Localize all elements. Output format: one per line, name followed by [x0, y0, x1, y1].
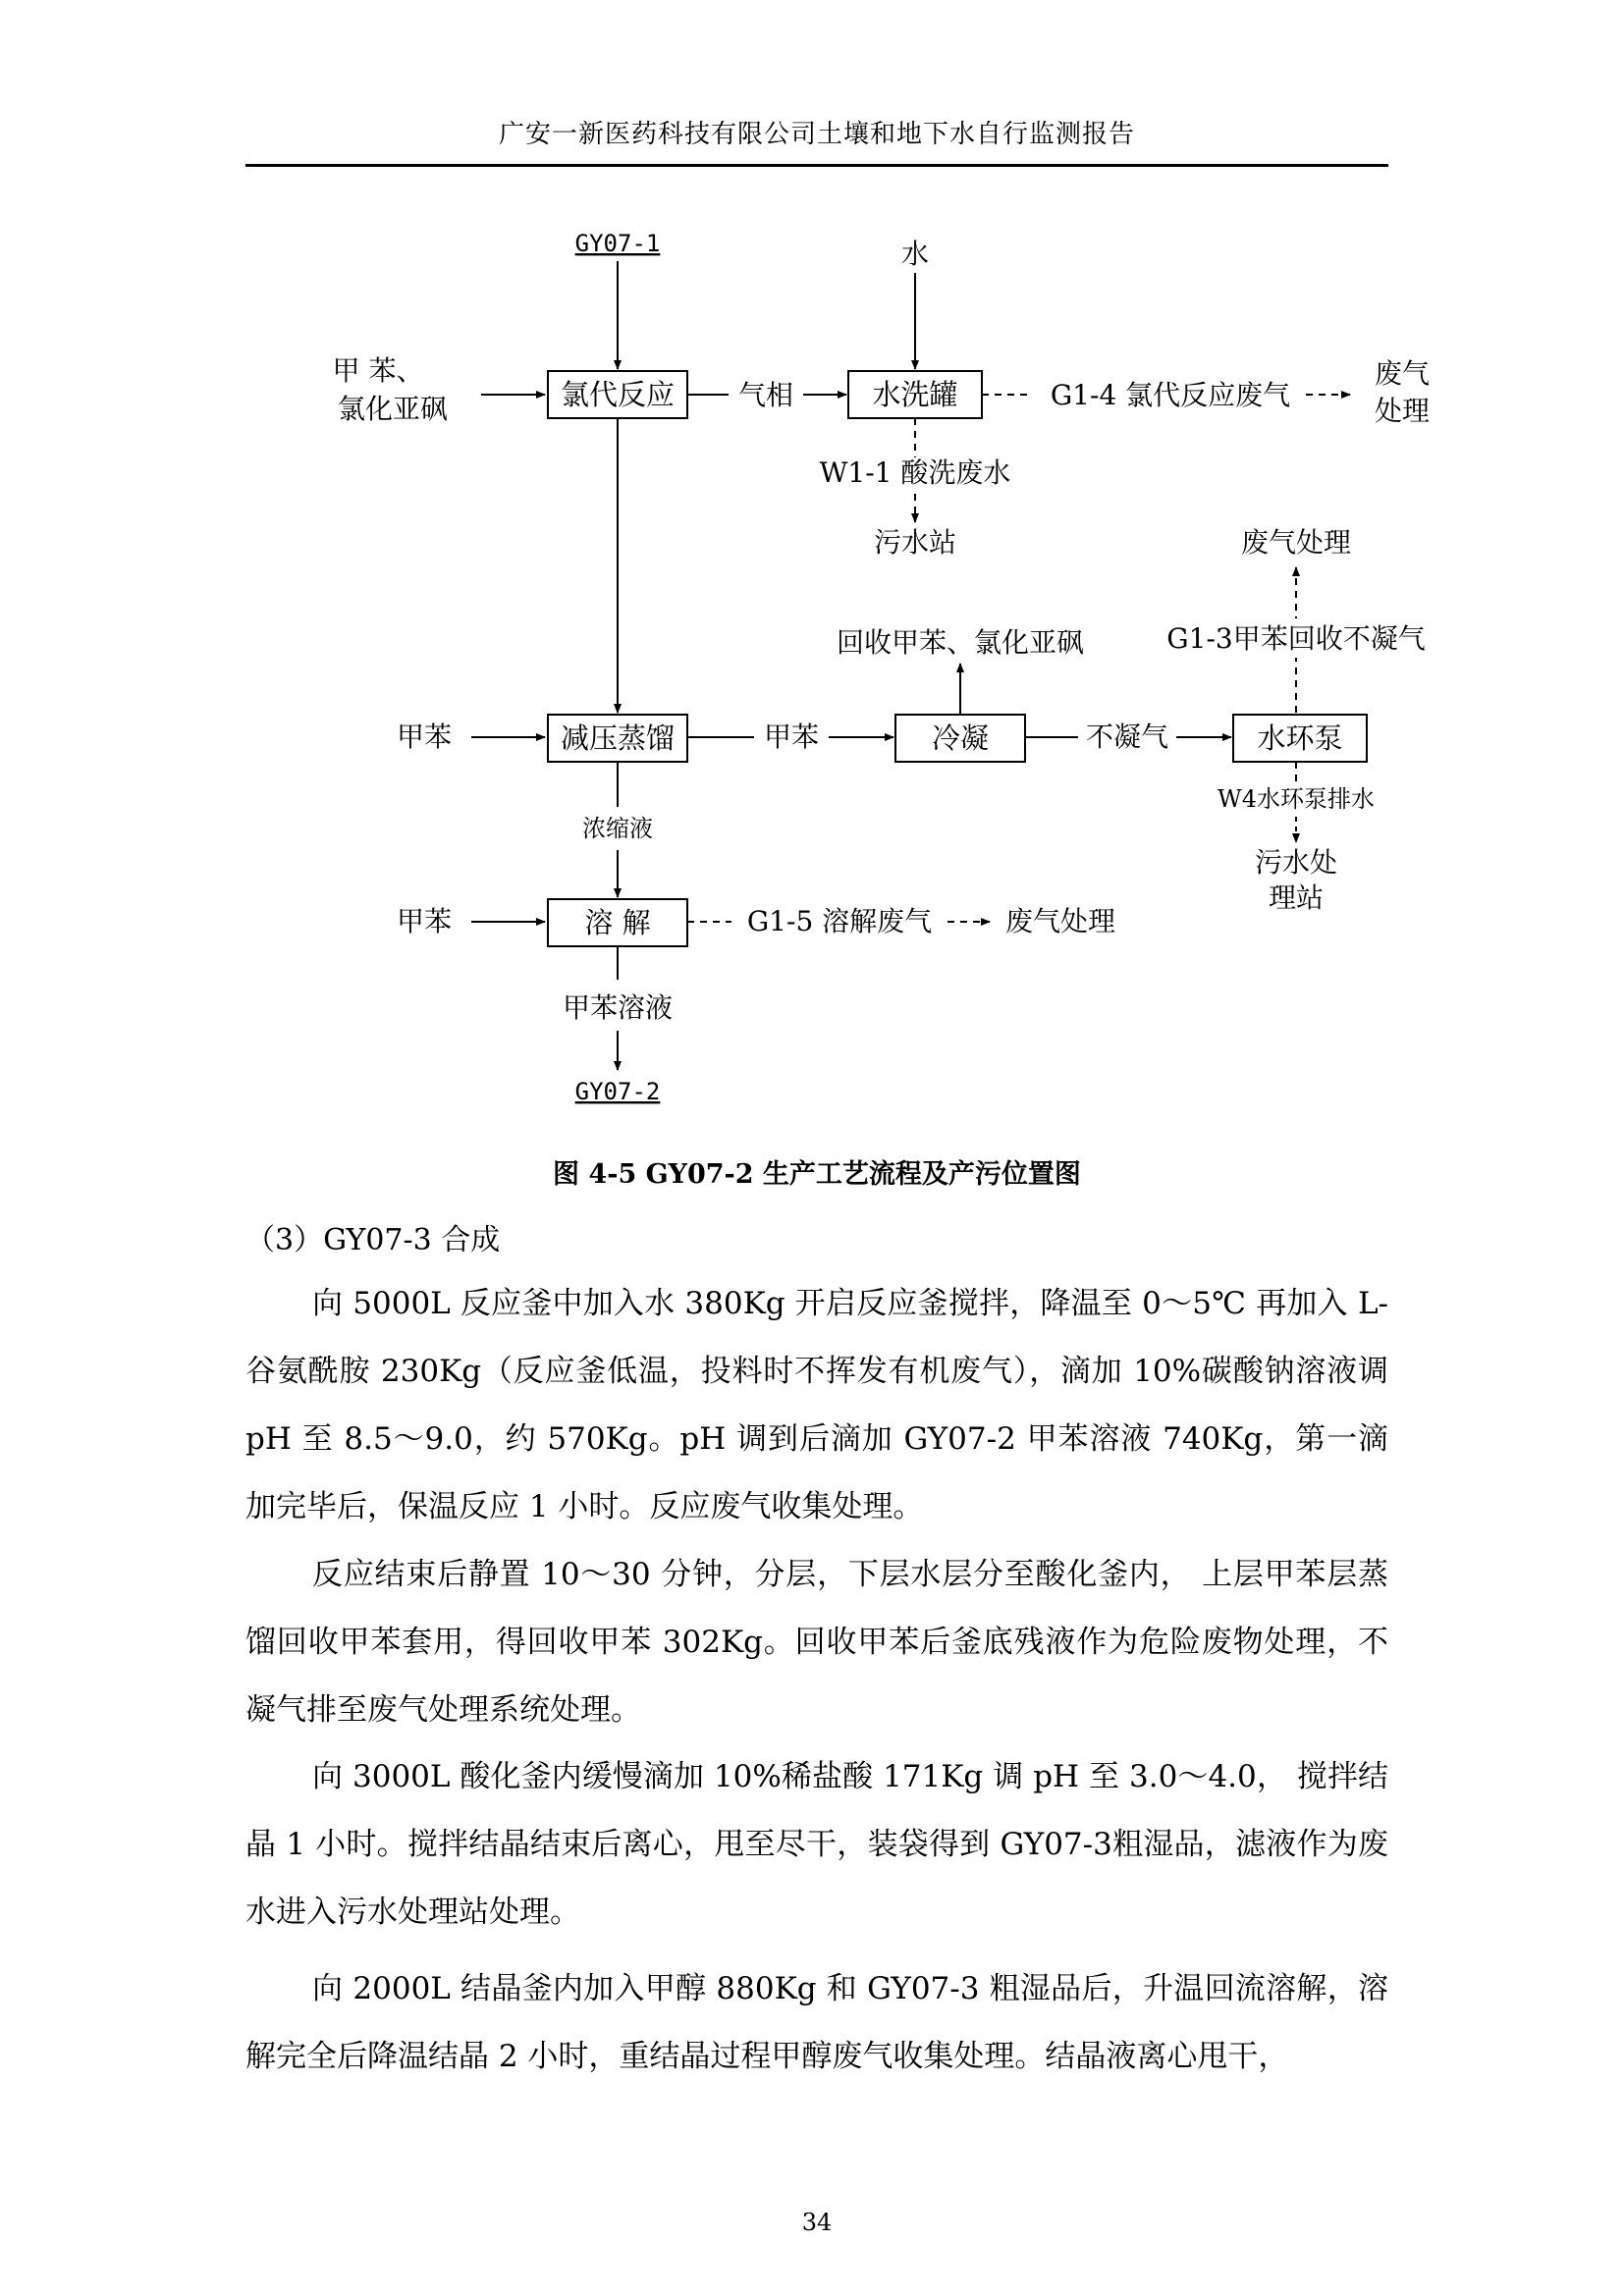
- vacuum-distill-label: 减压蒸馏: [560, 721, 676, 755]
- input-top-label: GY07-1: [574, 230, 661, 257]
- non-condensable-label: 不凝气: [1085, 721, 1169, 753]
- waste-gas-treatment-top-label: 废气处理: [1240, 526, 1352, 559]
- feed-sulfonyl-label: 氯化亚砜: [337, 393, 449, 425]
- w4-label: W4水环泵排水: [1218, 785, 1375, 813]
- section-heading: （3）GY07-3 合成: [245, 1223, 501, 1257]
- sewage-plant-l1: 污水处: [1254, 846, 1338, 879]
- water-wash-label: 水洗罐: [872, 378, 958, 411]
- paragraph-2: 反应结束后静置 10～30 分钟，分层，下层水层分至酸化釜内， 上层甲苯层蒸馏回收甲苯套用，得回收甲苯 302Kg。回收甲苯后釜底残液作为危险废物处理，不凝气排至废气处理系统处理。: [245, 1557, 1388, 1728]
- paragraph-4: 向 2000L 结晶釜内加入甲醇 880Kg 和 GY07-3 粗湿品后，升温回流溶解，溶解完全后降温结晶 2 小时，重结晶过程甲醇废气收集处理。结晶液离心甩干，: [245, 1971, 1388, 2074]
- w11-label: W1-1 酸洗废水: [819, 456, 1011, 489]
- g13-label: G1-3甲苯回收不凝气: [1166, 622, 1426, 655]
- toluene-solution-label: 甲苯溶液: [562, 991, 674, 1024]
- waste-gas-l2: 处理: [1374, 395, 1431, 427]
- chlorination-label: 氯代反应: [560, 378, 676, 411]
- gas-phase-label: 气相: [737, 379, 794, 411]
- water-ring-pump-label: 水环泵: [1257, 721, 1343, 755]
- waste-gas-treatment-right-label: 废气处理: [1004, 905, 1116, 937]
- page-header: 广安一新医药科技有限公司土壤和地下水自行监测报告: [498, 120, 1135, 149]
- figure-caption: 图 4-5 GY07-2 生产工艺流程及产污位置图: [553, 1159, 1081, 1190]
- feed-toluene-label: 甲 苯、: [332, 354, 424, 387]
- paragraph-1: 向 5000L 反应釜中加入水 380Kg 开启反应釜搅拌，降温至 0～5℃ 再加入 L-谷氨酰胺 230Kg（反应釜低温，投料时不挥发有机废气），滴加 10%碳酸钠溶液调 pH 至 8.5～9.0，约 570Kg。pH 调到后滴加 GY07-2 甲苯溶液 740Kg，第一滴加完毕后，保温反应 1 小时。反应废气收集处理。: [245, 1286, 1388, 1524]
- sewage-plant-l2: 理站: [1268, 881, 1325, 914]
- process-flow-diagram: [0, 0, 1624, 1139]
- g14-label: G1-4 氯代反应废气: [1050, 379, 1291, 411]
- toluene-left-2: 甲苯: [396, 905, 453, 937]
- condense-label: 冷凝: [931, 721, 990, 755]
- recovered-label: 回收甲苯、氯化亚砜: [836, 626, 1085, 659]
- water-label: 水: [900, 238, 930, 270]
- waste-gas-l1: 废气: [1374, 357, 1431, 390]
- toluene-left-1: 甲苯: [396, 721, 453, 753]
- concentrate-label: 浓缩液: [582, 815, 653, 842]
- toluene-mid-label: 甲苯: [763, 721, 820, 753]
- page-number: 34: [801, 2209, 833, 2236]
- paragraph-3: 向 3000L 酸化釜内缓慢滴加 10%稀盐酸 171Kg 调 pH 至 3.0～4.0， 搅拌结晶 1 小时。搅拌结晶结束后离心，甩至尽干，装袋得到 GY07-3粗湿品，滤液作为废水进入污水处理站处理。: [245, 1759, 1388, 1930]
- dissolve-label: 溶 解: [584, 906, 651, 939]
- output-bottom-label: GY07-2: [574, 1078, 661, 1105]
- sewage-station-label: 污水站: [873, 526, 957, 559]
- g15-label: G1-5 溶解废气: [746, 905, 933, 937]
